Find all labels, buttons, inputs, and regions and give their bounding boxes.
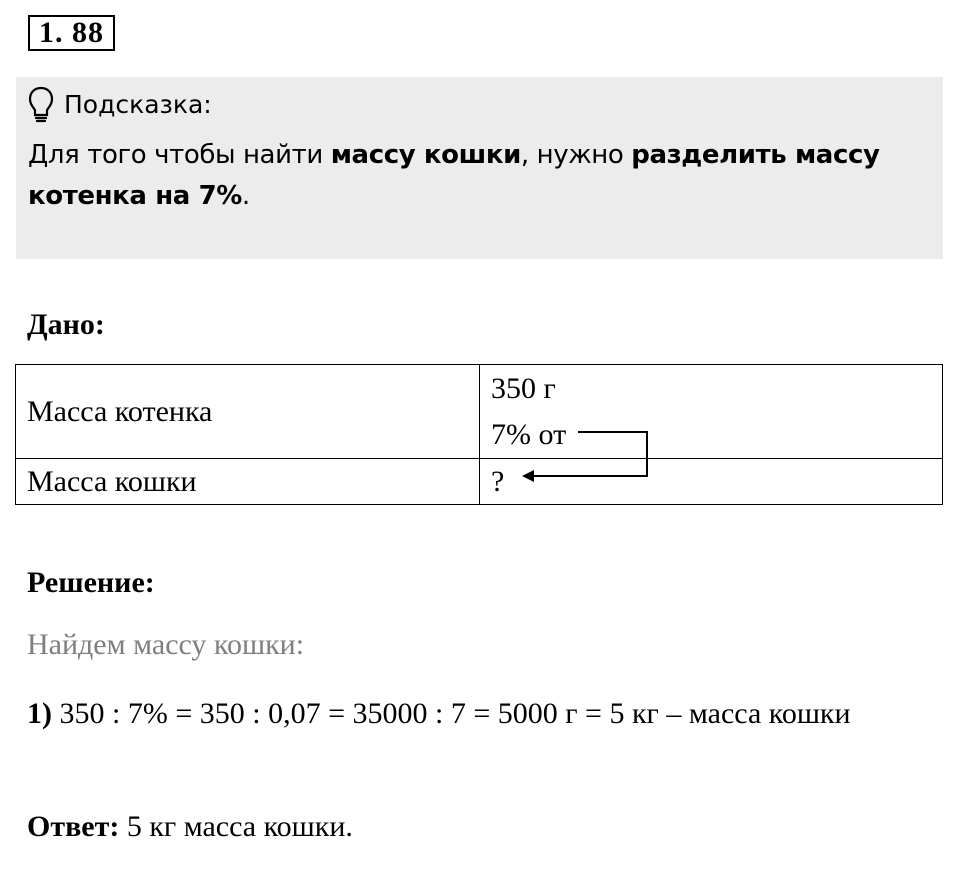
step-text: 350 : 7% = 350 : 0,07 = 35000 : 7 = 5000 г = 5 кг – масса кошки (52, 697, 851, 730)
table-row (16, 459, 943, 505)
kitten-mass-value (480, 365, 943, 459)
problem-number: 1. 88 (28, 15, 115, 51)
hint-text (28, 135, 918, 217)
given-table (15, 364, 943, 505)
hint-text-part: , нужно (520, 140, 632, 170)
hint-bold-part: разделить массу котенка на 7% (28, 140, 880, 211)
cat-mass-label: Масса кошки (16, 459, 480, 505)
hint-text-part: Для того чтобы найти (28, 140, 331, 170)
hint-box (16, 77, 943, 259)
answer-text: 5 кг масса кошки. (119, 810, 353, 843)
solution-step (27, 683, 927, 745)
percent-of: 7% от (491, 417, 567, 451)
hint-bold-part: массу кошки (330, 140, 521, 170)
answer (27, 810, 353, 844)
solution-title: Решение: (27, 566, 155, 599)
hint-title: Подсказка: (64, 90, 212, 119)
solution-intro: Найдем массу кошки: (27, 628, 305, 661)
kitten-mass-label: Масса котенка (16, 365, 480, 459)
lightbulb-icon (28, 86, 54, 124)
given-title: Дано: (27, 308, 105, 341)
hint-text-part: . (241, 181, 250, 211)
kitten-mass-number: 350 г (491, 371, 556, 405)
table-row (16, 365, 943, 459)
cat-mass-value: ? (480, 459, 943, 505)
step-number: 1) (27, 697, 52, 730)
hint-header (28, 85, 212, 125)
answer-label: Ответ: (27, 810, 120, 843)
